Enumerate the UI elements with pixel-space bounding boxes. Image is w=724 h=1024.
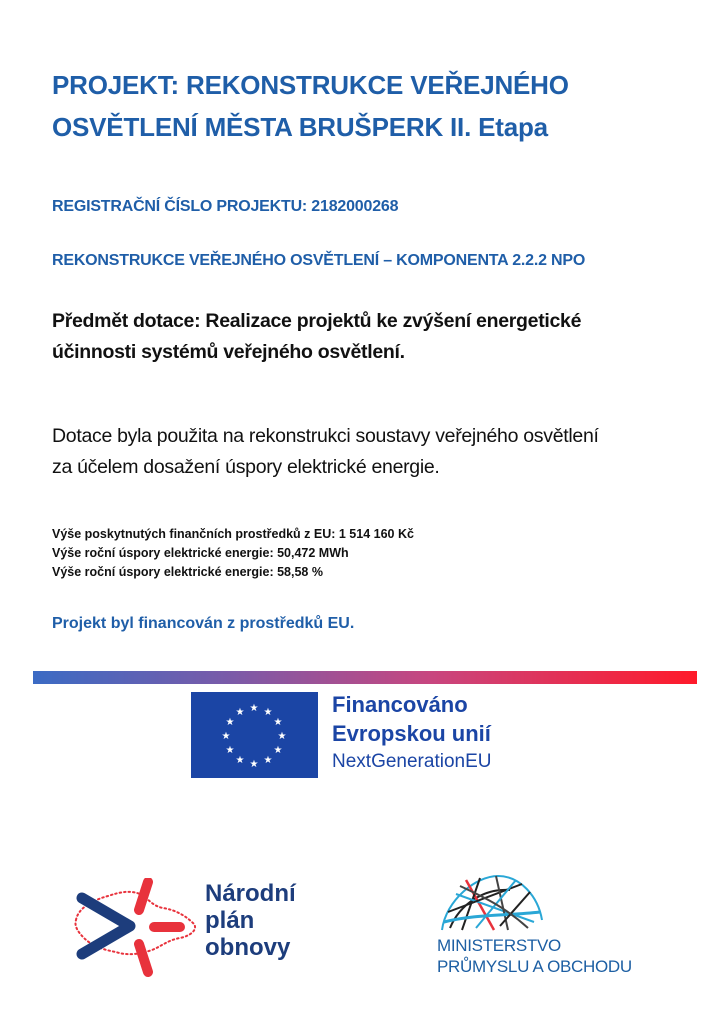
svg-text:★: ★ <box>235 755 245 766</box>
project-facts <box>52 525 414 582</box>
narodni-plan-obnovy-logo-icon <box>68 878 203 978</box>
eu-label-line-1: Financováno <box>332 692 468 717</box>
npo-line-3: obnovy <box>205 934 291 961</box>
eu-label-line-2: Evropskou unií <box>332 721 491 746</box>
svg-text:★: ★ <box>249 703 259 714</box>
svg-text:★: ★ <box>273 717 283 728</box>
eu-funding-label <box>332 690 491 776</box>
eu-label-line-3: NextGenerationEU <box>332 751 492 772</box>
ministry-label <box>437 935 632 977</box>
fact-eu-funding: Výše poskytnutých finančních prostředků z EU: 1 514 160 Kč <box>52 527 414 541</box>
grant-subject-line-1: Předmět dotace: Realizace projektů ke zvýšení energetické <box>52 310 582 332</box>
grant-description-line-2: za účelem dosažení úspory elektrické energie. <box>52 456 440 478</box>
title-line-2: OSVĚTLENÍ MĚSTA BRUŠPERK II. Etapa <box>52 112 548 142</box>
fact-energy-savings-mwh: Výše roční úspory elektrické energie: 50,472 MWh <box>52 546 349 560</box>
svg-text:★: ★ <box>221 731 231 742</box>
svg-text:★: ★ <box>225 745 235 756</box>
grant-description-line-1: Dotace byla použita na rekonstrukci soustavy veřejného osvětlení <box>52 425 599 447</box>
page-title <box>52 64 569 148</box>
geodesic-dome-icon <box>436 870 546 932</box>
mpo-line-1: MINISTERSTVO <box>437 936 561 955</box>
mpo-line-2: PRŮMYSLU A OBCHODU <box>437 957 632 976</box>
eu-flag-icon <box>191 692 318 778</box>
svg-text:★: ★ <box>273 745 283 756</box>
grant-subject <box>52 306 581 368</box>
narodni-plan-obnovy-label <box>205 880 296 961</box>
svg-text:★: ★ <box>263 707 273 718</box>
svg-text:★: ★ <box>249 759 259 770</box>
svg-text:★: ★ <box>225 717 235 728</box>
funded-note: Projekt byl financován z prostředků EU. <box>52 615 355 632</box>
fact-energy-savings-percent: Výše roční úspory elektrické energie: 58,58 % <box>52 565 323 579</box>
component-heading: REKONSTRUKCE VEŘEJNÉHO OSVĚTLENÍ – KOMPONENTA 2.2.2 NPO <box>52 252 586 269</box>
grant-description <box>52 421 599 483</box>
svg-text:★: ★ <box>235 707 245 718</box>
title-line-1: PROJEKT: REKONSTRUKCE VEŘEJNÉHO <box>52 70 569 100</box>
npo-line-1: Národní <box>205 880 296 907</box>
svg-text:★: ★ <box>263 755 273 766</box>
npo-line-2: plán <box>205 907 255 934</box>
grant-subject-line-2: účinnosti systémů veřejného osvětlení. <box>52 341 405 363</box>
gradient-divider <box>33 671 697 684</box>
registration-number: REGISTRAČNÍ ČÍSLO PROJEKTU: 2182000268 <box>52 198 399 215</box>
svg-text:★: ★ <box>277 731 287 742</box>
